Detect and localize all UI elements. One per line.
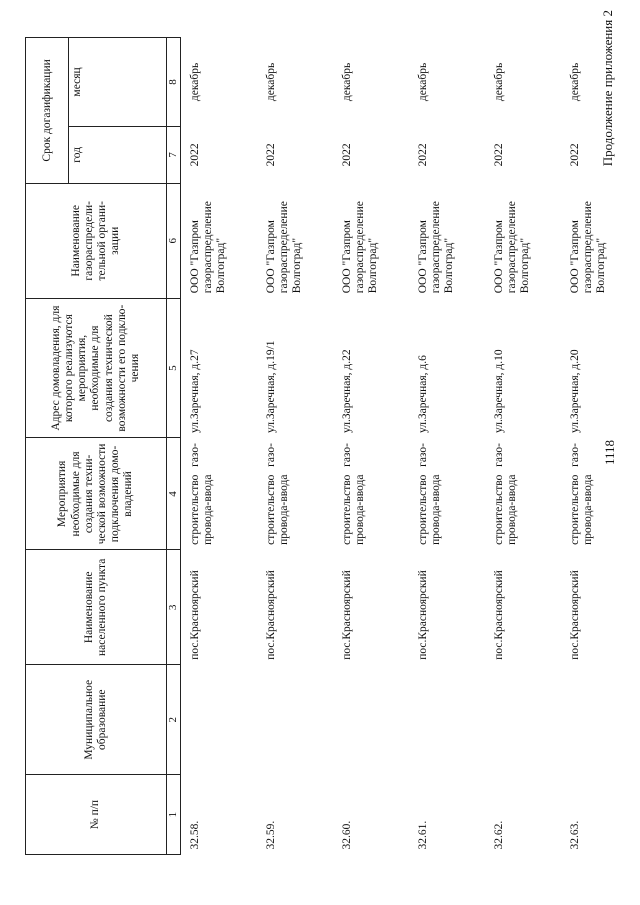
column-number: 2 xyxy=(167,665,181,775)
row-settlement: пос.Красноярский xyxy=(492,570,505,660)
row-address: ул.Заречная, д.22 xyxy=(340,349,353,433)
gasification-table xyxy=(25,37,637,855)
row-month: декабрь xyxy=(340,62,353,102)
row-organization: ООО "Газпром газораспределение Волгоград" xyxy=(188,201,228,294)
row-month: декабрь xyxy=(264,62,277,102)
table-row xyxy=(333,38,409,855)
row-measure: строительство газо- провода-ввода xyxy=(492,443,518,545)
header-settlement: Наименование населенного пункта xyxy=(26,550,167,665)
column-number: 4 xyxy=(167,438,181,550)
row-organization: ООО "Газпром газораспределение Волгоград" xyxy=(568,201,608,294)
column-number: 3 xyxy=(167,550,181,665)
row-num: 32.61. xyxy=(416,820,429,850)
column-number: 7 xyxy=(167,126,181,183)
row-num: 32.58. xyxy=(188,820,201,850)
row-organization: ООО "Газпром газораспределение Волгоград" xyxy=(416,201,456,294)
row-address: ул.Заречная, д.10 xyxy=(492,349,505,433)
row-address: ул.Заречная, д.27 xyxy=(188,349,201,433)
row-settlement: пос.Красноярский xyxy=(340,570,353,660)
header-num: № п/п xyxy=(26,775,167,855)
header-address: Адрес домовладения, для которого реализуются мероприятия, необходимые для создания технической возможности его подклю- чения xyxy=(26,298,167,438)
row-year: 2022 xyxy=(340,143,353,167)
row-measure: строительство газо- провода-ввода xyxy=(264,443,290,545)
row-measure: строительство газо- провода-ввода xyxy=(416,443,442,545)
row-organization: ООО "Газпром газораспределение Волгоград" xyxy=(264,201,304,294)
header-year: год xyxy=(69,126,167,183)
row-num: 32.60. xyxy=(340,820,353,850)
column-number: 1 xyxy=(167,775,181,855)
row-address: ул.Заречная, д.6 xyxy=(416,355,429,433)
row-year: 2022 xyxy=(492,143,505,167)
header-measures: Мероприятия необходимые для создания техни- ческой возможности подключения домо- владений xyxy=(26,438,167,550)
row-settlement: пос.Красноярский xyxy=(188,570,201,660)
row-municipality xyxy=(485,665,561,775)
row-num: 32.62. xyxy=(492,820,505,850)
row-settlement: пос.Красноярский xyxy=(568,570,581,660)
column-number: 5 xyxy=(167,298,181,438)
column-number: 6 xyxy=(167,183,181,298)
row-year: 2022 xyxy=(416,143,429,167)
row-municipality xyxy=(409,665,485,775)
row-settlement: пос.Красноярский xyxy=(416,570,429,660)
row-organization: ООО "Газпром газораспределение Волгоград" xyxy=(492,201,532,294)
table-row xyxy=(257,38,333,855)
row-measure: строительство газо- провода-ввода xyxy=(340,443,366,545)
header-deadline: Срок догазификации xyxy=(26,38,69,184)
row-year: 2022 xyxy=(264,143,277,167)
row-month: декабрь xyxy=(188,62,201,102)
row-address: ул.Заречная, д.19/1 xyxy=(264,340,277,433)
table-header-row xyxy=(26,38,69,855)
row-municipality xyxy=(180,665,257,775)
row-year: 2022 xyxy=(188,143,201,167)
row-municipality xyxy=(561,665,637,775)
row-measure: строительство газо- провода-ввода xyxy=(568,443,594,545)
row-municipality xyxy=(333,665,409,775)
table-row xyxy=(409,38,485,855)
annex-title: Продолжение приложения 2 xyxy=(600,10,615,167)
table-row xyxy=(485,38,561,855)
table-row xyxy=(561,38,637,855)
row-year: 2022 xyxy=(568,143,581,167)
row-municipality xyxy=(257,665,333,775)
row-settlement: пос.Красноярский xyxy=(264,570,277,660)
row-month: декабрь xyxy=(416,62,429,102)
row-address: ул.Заречная, д.20 xyxy=(568,349,581,433)
table-row xyxy=(180,38,257,855)
header-organization: Наименование газораспредели- тельной органи- зации xyxy=(26,183,167,298)
header-month: месяц xyxy=(69,38,167,127)
row-measure: строительство газо- провода-ввода xyxy=(188,443,214,545)
header-municipality: Муниципальное образование xyxy=(26,665,167,775)
row-num: 32.63. xyxy=(568,820,581,850)
page-number: 1118 xyxy=(602,439,617,466)
row-month: декабрь xyxy=(568,62,581,102)
row-num: 32.59. xyxy=(264,820,277,850)
row-organization: ООО "Газпром газораспределение Волгоград" xyxy=(340,201,380,294)
column-number-row xyxy=(167,38,181,855)
column-number: 8 xyxy=(167,38,181,127)
row-month: декабрь xyxy=(492,62,505,102)
